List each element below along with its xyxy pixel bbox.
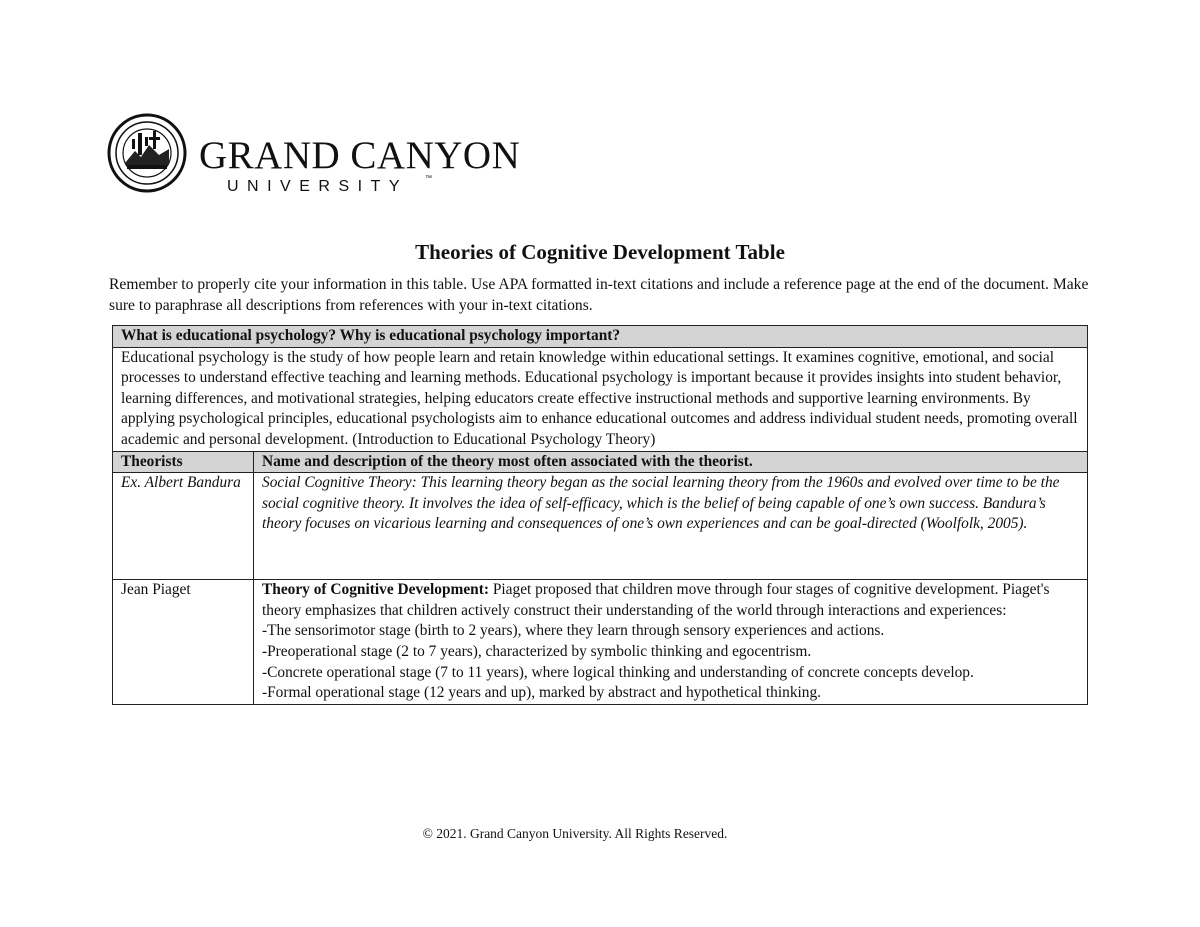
theory-name: Theory of Cognitive Development: bbox=[262, 581, 489, 599]
logo-wordmark: GRAND CANYON bbox=[199, 134, 521, 177]
table-row-example bbox=[113, 473, 1088, 580]
col-header-description: Name and description of the theory most often associated with the theorist. bbox=[254, 451, 1088, 473]
university-logo bbox=[107, 107, 521, 199]
column-header-row bbox=[113, 451, 1088, 473]
theory-intro: Piaget proposed that children move through four stages of cognitive development. Piaget's theory emphasizes that children actively construct their understanding of the world through interactions and experiences: bbox=[262, 581, 1050, 619]
question-header: What is educational psychology? Why is educational psychology important? bbox=[113, 326, 1088, 348]
stage-item: -The sensorimotor stage (birth to 2 years), where they learn through sensory experiences and actions. bbox=[262, 622, 885, 640]
description-example: Social Cognitive Theory: This learning theory began as the social learning theory from the 1960s and evolved over time to be the social cognitive theory. It involves the idea of self-efficacy, which is the belief of being capable of one’s own success. Bandura’s theory focuses on vicarious learning and consequences of one’s own experiences and can be goal-directed (Woolfolk, 2005). bbox=[254, 473, 1088, 580]
question-header-row bbox=[113, 326, 1088, 348]
answer-row bbox=[113, 347, 1088, 451]
university-seal-icon bbox=[109, 115, 185, 191]
table-row-piaget bbox=[113, 580, 1088, 705]
stage-item: -Preoperational stage (2 to 7 years), characterized by symbolic thinking and egocentrism. bbox=[262, 642, 812, 660]
theorist-example: Ex. Albert Bandura bbox=[113, 473, 254, 580]
stage-item: -Formal operational stage (12 years and up), marked by abstract and hypothetical thinking. bbox=[262, 684, 822, 702]
stage-item: -Concrete operational stage (7 to 11 years), where logical thinking and understanding of concrete concepts develop. bbox=[262, 663, 974, 681]
theorist-piaget: Jean Piaget bbox=[113, 580, 254, 705]
logo-subtitle: UNIVERSITY bbox=[227, 178, 409, 195]
page-title: Theories of Cognitive Development Table bbox=[415, 240, 785, 264]
col-header-theorists: Theorists bbox=[113, 451, 254, 473]
trademark-mark: ™ bbox=[425, 175, 432, 182]
instructions-paragraph: Remember to properly cite your information in this table. Use APA formatted in-text citations and include a reference page at the end of the document. Make sure to paraphrase all descriptions from references with your in-text citations. bbox=[109, 276, 1089, 314]
theories-table bbox=[112, 325, 1088, 705]
copyright-footer: © 2021. Grand Canyon University. All Rights Reserved. bbox=[422, 826, 728, 841]
answer-text: Educational psychology is the study of how people learn and retain knowledge within educational settings. It examines cognitive, emotional, and social processes to understand effective teaching and learning methods. Educational psychology is important because it provides insights into student behavior, learning differences, and motivational strategies, helping educators create effective instructional methods and supportive learning environments. By applying psychological principles, educational psychologists aim to enhance educational outcomes and address individual student needs, promoting overall academic and personal development. (Introduction to Educational Psychology Theory) bbox=[113, 347, 1088, 451]
description-piaget bbox=[254, 580, 1088, 705]
